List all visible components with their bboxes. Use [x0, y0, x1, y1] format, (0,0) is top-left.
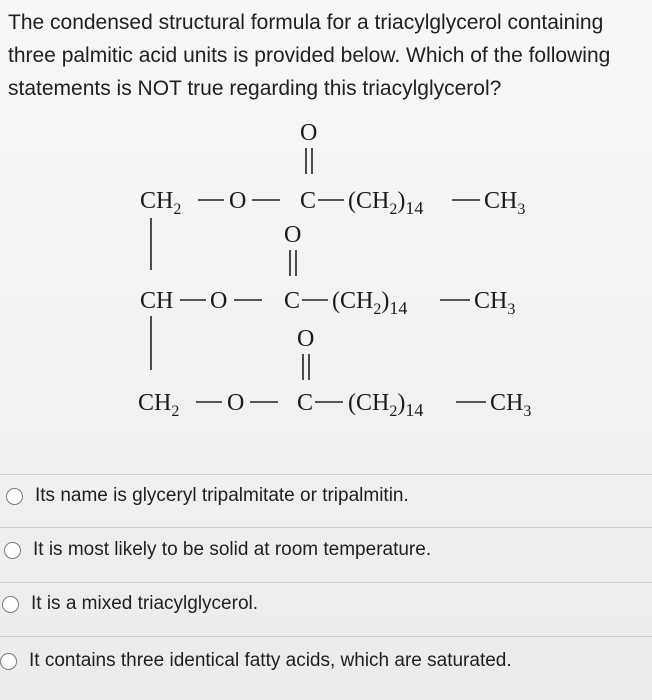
- backbone-ch-middle: CH: [140, 288, 174, 314]
- formula-row-2: [140, 222, 515, 318]
- option-label: It is a mixed triacylglycerol.: [31, 593, 259, 614]
- question-text: The condensed structural formula for a triacylglycerol containing three palmitic acid units is provided below. Which of the following statements is NOT true regarding this triacylglycerol?: [8, 11, 611, 100]
- radio-icon[interactable]: [4, 542, 21, 559]
- divider: [0, 474, 652, 475]
- divider: [0, 636, 652, 637]
- backbone-ch2-top: $CH_2$: [140, 188, 182, 218]
- methyl-end-3: $CH_3$: [490, 390, 532, 420]
- option-label: Its name is glyceryl tripalmitate or tripalmitin.: [35, 485, 409, 506]
- carbonyl-carbon-2: C: [284, 288, 301, 314]
- carbonyl-oxygen-2: O: [284, 222, 302, 248]
- carbonyl-oxygen-1: O: [300, 120, 318, 146]
- option-label: It contains three identical fatty acids, which are saturated.: [29, 650, 512, 671]
- structural-formula: [0, 118, 652, 438]
- carbonyl-carbon-3: C: [297, 390, 314, 416]
- methyl-end-1: $CH_3$: [484, 188, 526, 218]
- divider: [0, 582, 652, 583]
- option-label: It is most likely to be solid at room temperature.: [33, 539, 432, 560]
- radio-icon[interactable]: [2, 596, 19, 613]
- methylene-chain-3: $(CH_2)_{14}$: [348, 390, 424, 420]
- radio-icon[interactable]: [0, 653, 17, 670]
- methylene-chain-2: $(CH_2)_{14}$: [332, 288, 408, 318]
- ester-oxygen-2: O: [210, 288, 228, 314]
- option-2[interactable]: [4, 539, 431, 561]
- option-4[interactable]: [0, 650, 512, 672]
- methylene-chain-1: $(CH_2)_{14}$: [348, 188, 424, 218]
- backbone-ch2-bottom: $CH_2$: [138, 390, 180, 420]
- methyl-end-2: $CH_3$: [474, 288, 516, 318]
- option-3[interactable]: [2, 593, 258, 615]
- ester-oxygen-3: O: [227, 390, 245, 416]
- formula-row-3: [138, 326, 531, 420]
- carbonyl-carbon-1: C: [300, 188, 317, 214]
- option-1[interactable]: [6, 485, 409, 507]
- divider: [0, 527, 652, 528]
- carbonyl-oxygen-3: O: [297, 326, 315, 352]
- ester-oxygen-1: O: [229, 188, 247, 214]
- formula-row-1: [140, 120, 525, 218]
- radio-icon[interactable]: [6, 488, 23, 505]
